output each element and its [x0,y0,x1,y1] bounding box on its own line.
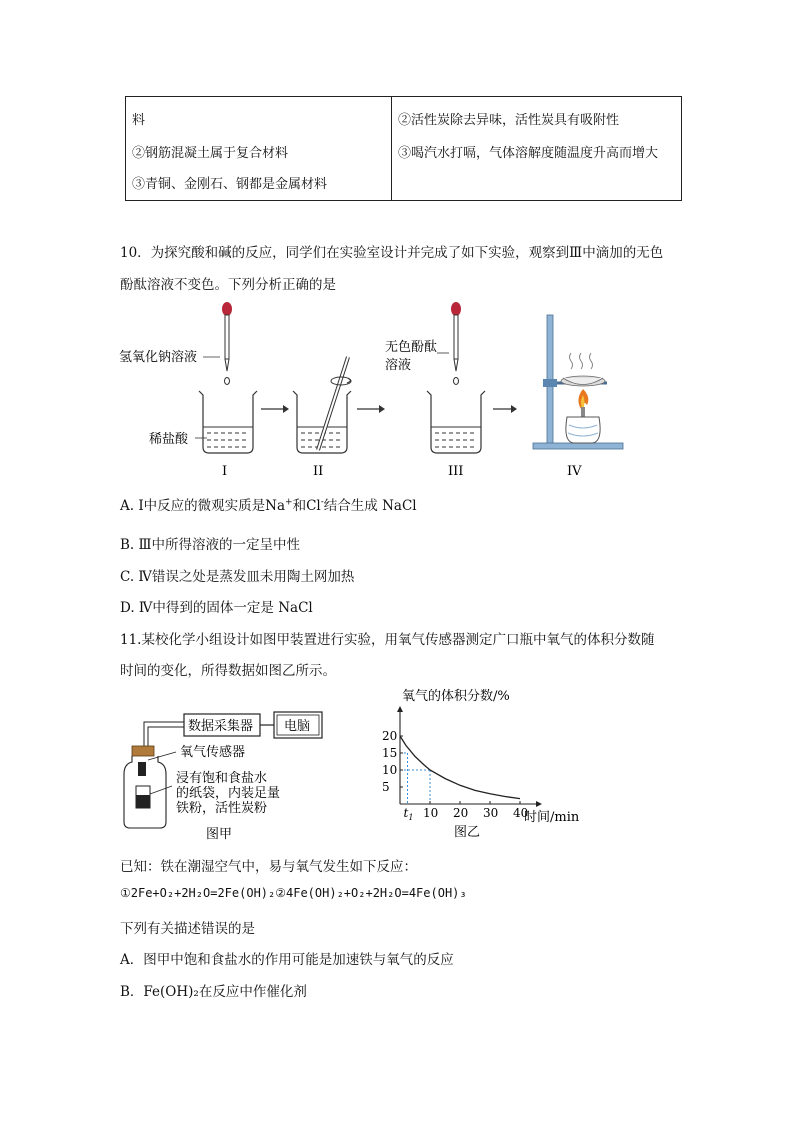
arrow-right-icon [261,405,289,413]
computer-label: 电脑 [284,719,311,734]
t1-subscript: 1 [408,813,414,822]
table-right-line-2: ③喝汽水打嗝，气体溶解度随温度升高而增大 [398,146,659,161]
x-axis-arrow-icon [536,801,542,807]
q11-known: 已知：铁在潮湿空气中，易与氧气发生如下反应： [120,859,417,875]
x-tick-label: 40 [513,806,529,820]
table-right-line-1: ②活性炭除去异味，活性炭具有吸附性 [398,113,620,128]
sodium-symbol: Na [265,498,286,514]
step-label-3: III [448,464,464,479]
bag-label-2: 的纸袋，内装足量 [176,786,281,801]
bag-label-3: 铁粉，活性炭粉 [176,801,268,816]
chloride-charge: - [320,497,324,508]
bag-label-1: 浸有饱和食盐水 [176,771,268,786]
label-naoh: 氢氧化钠溶液 [119,350,198,365]
q11-prompt: 下列有关描述错误的是 [120,921,255,937]
step-label-1: I [222,464,228,479]
y-axis-arrow-icon [397,706,403,712]
y-tick-label: 15 [382,746,398,760]
dropper-icon [451,302,461,385]
t1-label [404,806,414,822]
table-left-line-3: ③青铜、金刚石、钢都是金属材料 [132,177,328,192]
table-left-line-2: ②钢筋混凝土属于复合材料 [132,146,289,161]
evaporation-stand-icon [533,315,623,449]
table-left-line-1: 料 [132,113,146,128]
step-label-4: IV [567,464,582,479]
data-collector-label: 数据采集器 [188,719,254,734]
q11-stem-line1: 11.某校化学小组设计如图甲装置进行实验，用氧气传感器测定广口瓶中氧气的体积分数随 [120,632,655,648]
q11-stem-line2: 时间的变化，所得数据如图乙所示。 [120,663,336,679]
q10-option-c: C. Ⅳ错误之处是蒸发皿未用陶土网加热 [120,569,355,585]
label-phenol-1: 无色酚酞 [385,340,438,355]
wide-mouth-bottle-icon [124,746,166,828]
figure-a-caption: 图甲 [206,827,233,842]
arrow-right-icon [357,405,385,413]
sodium-charge: + [285,497,293,508]
q10-option-a-and: 和 [292,498,307,514]
figure-b-caption: 图乙 [454,825,481,840]
table-divider [391,97,392,200]
x-tick-label: 10 [423,806,439,820]
chart-guides [400,753,430,804]
chart-xlabel: 时间/min [524,810,580,825]
y-tick-label: 20 [382,729,398,743]
chloride-symbol: Cl [306,498,321,514]
q11-oxygen-chart [372,684,602,842]
y-tick-label: 5 [382,780,390,794]
q10-stem-line1: 10．为探究酸和碱的反应，同学们在实验室设计并完成了如下实验，观察到Ⅲ中滴加的无色 [120,245,664,261]
q10-stem-line2: 酚酞溶液不变色。下列分析正确的是 [120,277,336,293]
x-tick-label: 30 [483,806,499,820]
q11-reactions: ①2Fe+O₂+2H₂O=2Fe(OH)₂②4Fe(OH)₂+O₂+2H₂O=4Fe(OH)₃ [120,886,467,900]
chart-axes [397,706,542,807]
chart-ylabel: 氧气的体积分数/% [402,689,510,704]
step-label-2: II [313,464,324,479]
q10-experiment-figure [115,295,635,485]
q10-option-a-suffix: 结合生成 NaCl [323,498,417,514]
sensor-label: 氧气传感器 [180,745,246,760]
dropper-icon [222,302,232,385]
beaker-icon [199,391,257,453]
y-tick-label: 10 [382,763,398,777]
q11-option-b: B．Fe(OH)₂在反应中作催化剂 [120,984,307,1000]
q11-option-a: A．图甲中饱和食盐水的作用可能是加速铁与氧气的反应 [120,952,454,968]
t1-symbol: t [403,806,409,820]
beaker-with-rod-icon [293,357,351,453]
q10-option-a-prefix: A. Ⅰ中反应的微观实质是 [120,498,266,514]
x-tick-label: 20 [453,806,469,820]
q10-option-d: D. Ⅳ中得到的固体一定是 NaCl [120,600,313,616]
label-phenol-2: 溶液 [385,358,412,373]
q10-option-b: B. Ⅲ中所得溶液的一定呈中性 [120,537,301,553]
oxygen-fraction-curve [400,736,520,799]
beaker-icon [427,391,485,453]
q10-option-a [120,494,417,514]
arrow-right-icon [493,405,517,413]
q11-apparatus-figure [118,702,348,848]
label-hcl: 稀盐酸 [149,432,189,447]
materials-table [125,96,682,201]
